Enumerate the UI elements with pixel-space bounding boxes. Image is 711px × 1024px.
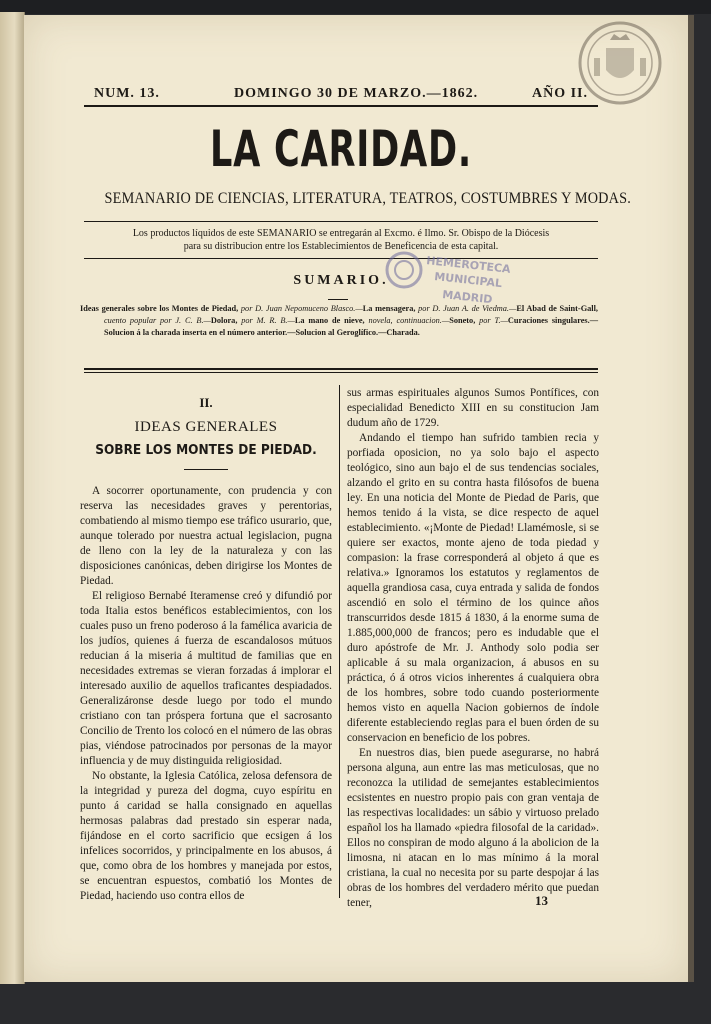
newspaper-title: LA CARIDAD. <box>209 120 473 178</box>
paragraph: Andando el tiempo han sufrido tambien recia y porfiada oposicion, no ya solo bajo el aspecto teológico, sino aun bajo el de sus tendencias sociales, alzando el grito en su contra hasta filósofos de buena ley. En una noticia del Monte de Piedad de Paris, que hemos tenido á la vista, se dice respecto de aquel establecimiento. «¡Monte de Piedad! Llamémosle, si se quiere ser exactos, monte ajeno de toda piedad y compasion: la frase corresponderá al objeto á que es relativa.» Ignoramos los estatutos y reglamentos de aquella grandiosa casa, cuya entrada y salida de fondos ascendió en solo el término de los quince años transcurridos desde 1815 á 1830, á la enorme suma de 1.885,000,000 de francos; pero es indudable que el duro apóstrofe de Mr. J. Anthody solo podia ser aplicable á su mala organizacion, á abusos en su práctica, ó á otros vicios inherentes á cualquiera obra de los hombres, sobre todo cuando posteriormente hemos visto en aquella Nacion gobiernos de índole diferente estableciendo reglas para el buen órden de su conservacion en beneficio de los pobres. <box>347 432 599 744</box>
article-number: II. <box>199 395 213 410</box>
sumario-item: El Abad de Saint-Gall, cuento popular por J. C. B.— <box>104 304 598 325</box>
article-title-line-2: SOBRE LOS MONTES DE PIEDAD. <box>95 442 317 458</box>
sumario-dash <box>328 299 348 300</box>
subtitle-rule <box>84 221 598 222</box>
article-dash <box>184 469 228 470</box>
notice-rule <box>84 258 598 259</box>
sumario-heading: SUMARIO. <box>293 273 389 288</box>
sumario-item: La mano de nieve, novela, continuacion.— <box>294 316 450 325</box>
library-stamp-icon <box>384 248 514 310</box>
column-divider <box>339 385 340 898</box>
sumario-item: Solucion á la charada inserta en el número anterior.— <box>104 328 296 337</box>
adjacent-page-edge <box>0 12 25 984</box>
article-right-column <box>347 386 599 911</box>
sumario-item: Solucion al Geroglífico.— <box>295 328 387 337</box>
sumario-list <box>80 303 599 339</box>
scan-background <box>0 0 711 14</box>
sumario-item: Soneto, por T.— <box>449 316 508 325</box>
paragraph: sus armas espirituales algunos Sumos Pontífices, con especialidad Benedicto XIII en su constitucion Jam dudum año de 1729. <box>347 387 599 429</box>
sumario-rule-bottom <box>84 372 598 373</box>
issue-number: NUM. 13. <box>94 86 160 101</box>
notice-line-1: Los productos líquidos de este SEMANARIO se entregarán al Excmo. é Ilmo. Sr. Obispo de la Diócesis <box>132 228 550 239</box>
stamp-line-2: MUNICIPAL <box>433 270 503 291</box>
article-title-line-1: IDEAS GENERALES <box>134 419 278 435</box>
page-right-edge <box>688 15 694 982</box>
sumario-item: Dolora, por M. R. B.— <box>210 316 295 325</box>
stamp-line-1: HEMEROTECA <box>425 254 512 276</box>
paragraph: No obstante, la Iglesia Católica, zelosa defensora de la integridad y pureza del dogma, cuyo espíritu en punto á caridad se halla consignado en aquellas hermosas palabras dad prestado sin esperar nada, fijándose en el corto sacrificio que ecsigen á los infelices socorridos, y principalmente en los abusos, á que, como obra de los hombres y manejada por estos, se encuentran espuestos, combatió los Montes de Piedad, haciendo uso contra ellos de <box>80 770 332 902</box>
article-left-column <box>80 386 332 904</box>
sumario-item: Ideas generales sobre los Montes de Piedad, por D. Juan Nepomuceno Blasco.— <box>80 304 363 313</box>
notice-line-2: para su distribucion entre los Establecimientos de Beneficencia de esta capital. <box>183 241 499 252</box>
issue-date: DOMINGO 30 DE MARZO.—1862. <box>234 86 479 101</box>
paragraph: A socorrer oportunamente, con prudencia y con reserva las necesidades graves y perentorias, combatiendo al mismo tiempo ese tráfico usurario, que, aunque tolerado por nuestra actual legislacion, pugna de lleno con la ley de la naturaleza y con las disposiciones canónicas, deben dirigirse los Montes de Piedad. <box>80 485 332 587</box>
notice <box>84 227 598 253</box>
sumario-item: Charada. <box>386 328 420 337</box>
newspaper-subtitle: SEMANARIO DE CIENCIAS, LITERATURA, TEATROS, COSTUMBRES Y MODAS. <box>104 190 632 207</box>
paragraph: En nuestros dias, bien puede asegurarse, no habrá persona alguna, aun entre las mas meticulosas, que no reconozca la utilidad de semejantes establecimientos ecsistentes en nuestro propio pais con gran ventaja de las respectivas localidades: un sábio y virtuoso prelado español los ha llamado «piedra filosofal de la caridad». Ellos no conspiran de modo alguno á la abolicion de la limosna, ni atacan en lo mas mínimo á la moral cristiana, la cual no necesita por su parte despojar á las obras de los hombres del verdadero mérito que puedan tener, <box>347 747 599 909</box>
masthead-rule <box>84 105 598 107</box>
paragraph: El religioso Bernabé Iteramense creó y difundió por toda Italia estos benéficos establecimientos, con los cuales puso un freno poderoso á la famélica avaricia de los judíos, quienes á fuerza de escandalosos mútuos reducian á la miseria á multitud de familias que en necesidades extremas se vieran forzadas á implorar el interesado auxilio de aquellos traficantes despiadados. Generalizáronse desde luego por todo el mundo cristiano con tan próspera fortuna que el sacrosanto Concilio de Trento los colocó en el número de las obras pias, viéndose patrocinados por personas de la mayor influencia y de muy distinguida religiosidad. <box>80 590 332 767</box>
masthead <box>84 86 598 104</box>
sumario-item: Curaciones singulares.— <box>507 316 599 325</box>
stamp-line-3: MADRID <box>441 288 494 307</box>
sumario-rule-top <box>84 368 598 370</box>
page-number: 13 <box>535 893 548 908</box>
issue-year: AÑO II. <box>532 86 589 101</box>
sumario-item: La mensagera, por D. Juan A. de Viedma.— <box>362 304 517 313</box>
